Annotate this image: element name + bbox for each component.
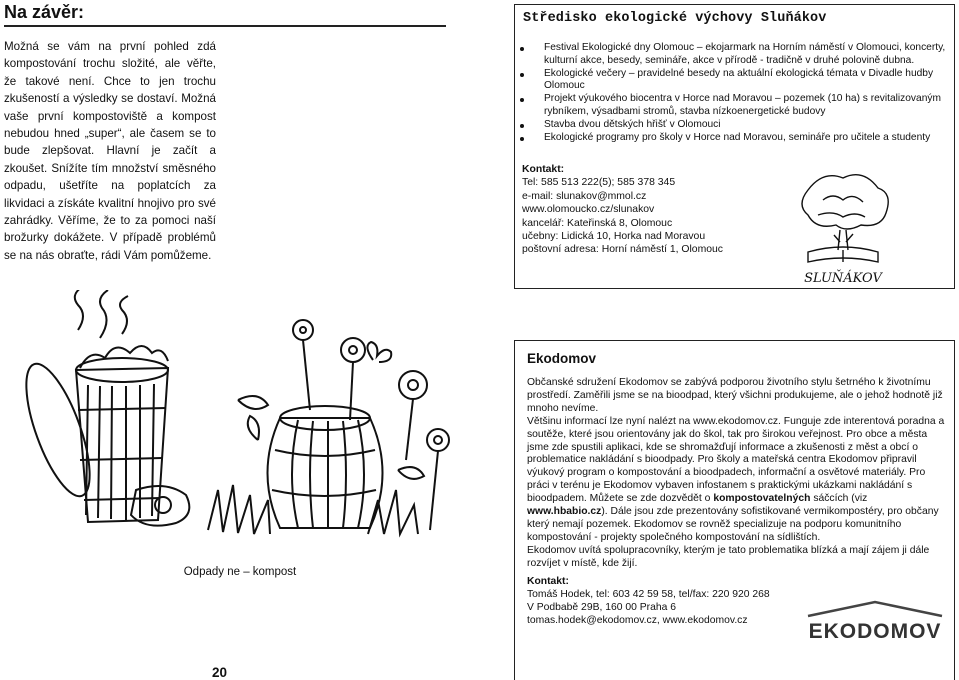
bullet-icon xyxy=(520,124,524,128)
bold-text: kompostovatelných xyxy=(713,493,811,505)
contact-web[interactable]: www.olomoucko.cz/slunakov xyxy=(522,204,655,216)
ekodomov-paragraph xyxy=(527,416,947,545)
conclusion-paragraph: Možná se vám na první pohled zdá kompostování trochu složité, ale věřte, že takové není. Chce to jen trochu zkušeností a výsledky se dostaví. Možná vaše první kompostoviště a kompost nebudou hned „super“, ale časem se to bude zlepšovat. Hlavní je začít a zkoušet. Snížíte tím množství směsného odpadu, ušetříte na poplatcích za likvidaci a získáte kvalitní hnojivo pro své zahrádky. Věříme, že to za pomoci naší brožurky dokážete. V případě problémů se na nás obraťte, rádi Vám pomůžeme. xyxy=(4,40,216,262)
contact-email[interactable]: e-mail: slunakov@mmol.cz xyxy=(522,190,647,202)
section-title-na-zaver: Na závěr: xyxy=(4,2,85,22)
bullet-icon xyxy=(520,47,524,51)
list-item: Stavba dvou dětských hřišť v Olomouci xyxy=(520,119,950,132)
text-run: sáčcích (viz xyxy=(810,493,868,505)
contact-label: Kontakt: xyxy=(527,576,569,587)
slunakov-logo-text: SLUŇÁKOV xyxy=(804,271,882,286)
illustration-caption: Odpady ne – kompost xyxy=(183,566,297,578)
ekodomov-logo xyxy=(800,598,950,642)
contact-email-web[interactable]: tomas.hodek@ekodomov.cz, www.ekodomov.cz xyxy=(527,614,748,626)
text-run: ). Dále jsou zde prezentovány sofistikované vermikompostéry, pro občany který nemají pozemek. Ekodomov se rovněž specializuje na podporu komunitního kompostování - projekty společného kompostování na sídlištích. xyxy=(527,506,939,543)
ekodomov-paragraph xyxy=(527,377,947,416)
ekodomov-paragraph xyxy=(527,545,947,571)
contact-classrooms: učebny: Lidická 10, Horka nad Moravou xyxy=(522,231,706,243)
contact-address: V Podbabě 29B, 160 00 Praha 6 xyxy=(527,601,676,613)
contact-postal: poštovní adresa: Horní náměstí 1, Olomouc xyxy=(522,244,723,256)
ekodomov-contact xyxy=(527,576,827,628)
bullet-icon xyxy=(520,137,524,141)
title-underline xyxy=(4,25,446,27)
contact-phone: Tel: 585 513 222(5); 585 378 345 xyxy=(522,177,676,189)
text-run: Většinu informací lze nyní nalézt na www.ekodomov.cz. Funguje zde interentová poradna a soutěže, které jsou orientovány jak do škol, tak pro širokou veřejnost. Pro obce a města jsme zde spustili aplikaci, kde se shromažďují informace a zkušenosti z měst a obcí o problematice nakládání s bioodpady. Pro školy a mateřská centra Ekodomov připravil výukový program o kompostování a bioodpadech, informační a osvětové materiály. Pro práci v terénu je Ekodomov vybaven infostanem s praktickými ukázkami nakládání s bioodpadem. Můžete se zde dozvědět o xyxy=(527,415,945,505)
bold-text: www.hbabio.cz xyxy=(527,506,602,518)
waste-vs-compost-illustration xyxy=(18,290,462,590)
list-item: Festival Ekologické dny Olomouc – ekojarmark na Horním náměstí v Olomouci, koncerty, kulturní akce, besedy, semináře, akce v přírodě - tradičně v druhé polovině dubna. xyxy=(520,42,950,68)
list-item: Ekologické večery – pravidelné besedy na aktuální ekologická témata v Divadle hudby Olomouc xyxy=(520,68,950,94)
text-run: Občanské sdružení Ekodomov se zabývá podporou životního stylu šetrného k životnímu prostředí. Zaměřili jsme se na bioodpad, který všichni produkujeme, ale o jehož hodnotě již mnoho nevíme. xyxy=(527,377,943,414)
list-item: Ekologické programy pro školy v Horce nad Moravou, semináře pro učitele a studenty xyxy=(520,132,950,145)
ekodomov-description xyxy=(527,377,947,571)
slunakov-activities-list xyxy=(520,42,950,144)
list-item: Projekt výukového biocentra v Horce nad Moravou – pozemek (10 ha) s revitalizovaným rybníkem, výsadbami stromů, stavba nízkoenergetické budovy xyxy=(520,93,950,119)
contact-person: Tomáš Hodek, tel: 603 42 59 58, tel/fax: 220 920 268 xyxy=(527,588,770,600)
contact-office: kancelář: Kateřinská 8, Olomouc xyxy=(522,217,673,229)
bullet-icon xyxy=(520,98,524,102)
bullet-icon xyxy=(520,73,524,77)
ekodomov-title: Ekodomov xyxy=(527,351,597,366)
contact-label: Kontakt: xyxy=(522,164,565,175)
ekodomov-logo-text: EKODOMOV xyxy=(808,620,942,642)
slunakov-title: Středisko ekologické výchovy Sluňákov xyxy=(523,11,827,26)
text-run: Ekodomov uvítá spolupracovníky, kterým je tato problematika blízká a mají zájem ji dále rozvíjet v místě, kde žijí. xyxy=(527,544,930,569)
slunakov-contact xyxy=(522,163,792,257)
page-number: 20 xyxy=(212,665,228,680)
slunakov-tree-logo xyxy=(778,160,908,290)
